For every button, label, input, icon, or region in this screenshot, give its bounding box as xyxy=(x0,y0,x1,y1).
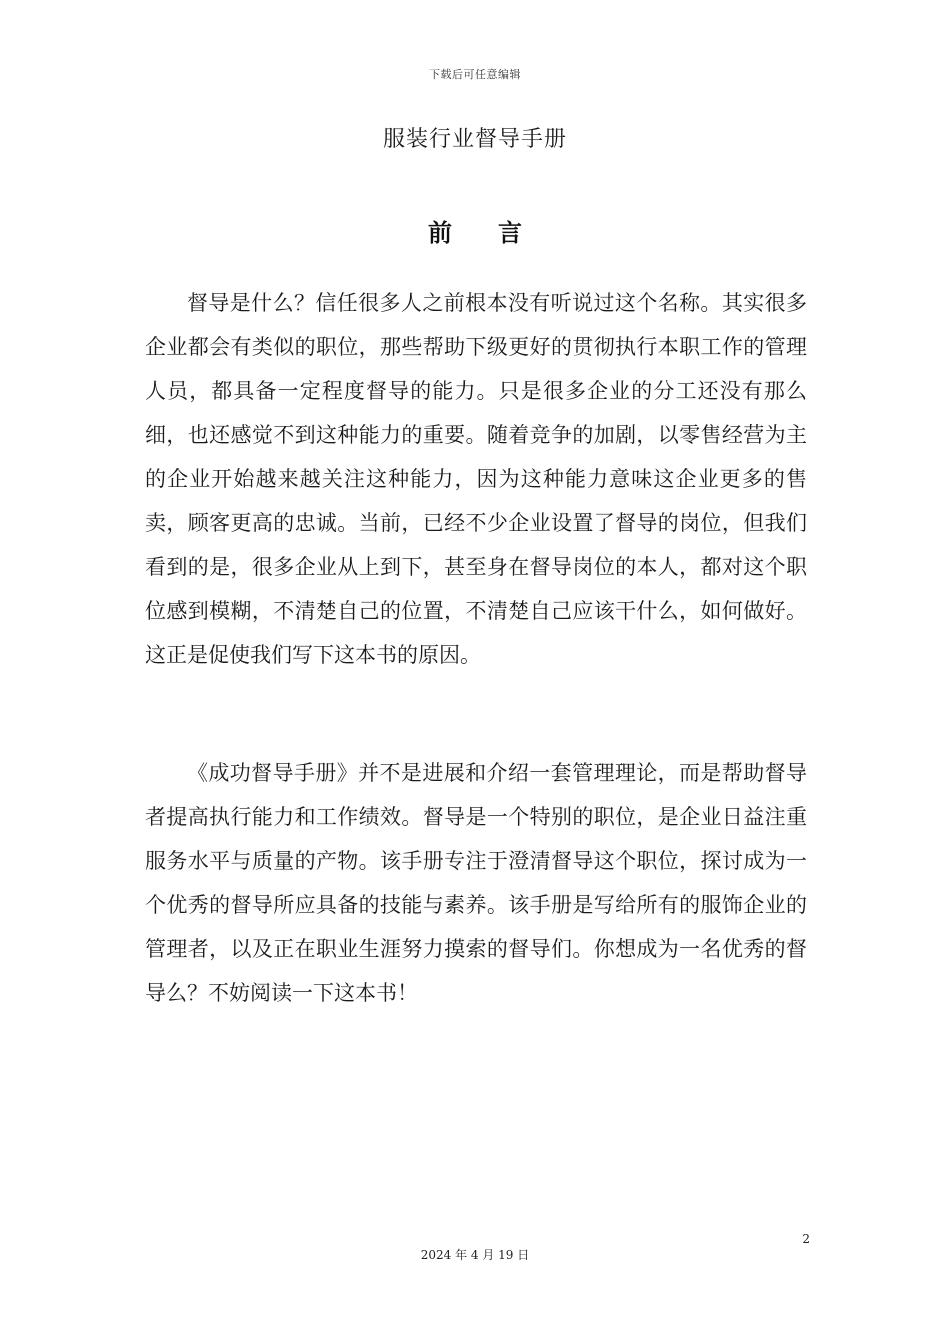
page-number: 2 xyxy=(802,1232,810,1246)
header-note: 下载后可任意编辑 xyxy=(429,68,521,81)
body-paragraph: 《成功督导手册》并不是进展和介绍一套管理理论，而是帮助督导者提高执行能力和工作绩效。督导是一个特别的职位，是企业日益注重服务水平与质量的产物。该手册专注于澄清督导这个职位，探讨成为一个优秀的督导所应具备的技能与素养。该手册是写给所有的服饰企业的管理者，以及正在职业生涯努力摸索的督导们。你想成为一名优秀的督导么？不妨阅读一下这本书！ xyxy=(145,761,807,1005)
document-title: 服装行业督导手册 xyxy=(382,127,567,152)
footer-date: 2024 年 4 月 19 日 xyxy=(420,1248,530,1262)
section-heading: 前言 xyxy=(428,219,568,247)
body-paragraph: 督导是什么？信任很多人之前根本没有听说过这个名称。其实很多企业都会有类似的职位，那些帮助下级更好的贯彻执行本职工作的管理人员，都具备一定程度督导的能力。只是很多企业的分工还没有那么细，也还感觉不到这种能力的重要。随着竞争的加剧，以零售经营为主的企业开始越来越关注这种能力，因为这种能力意味这企业更多的售卖，顾客更高的忠诚。当前，已经不少企业设置了督导的岗位，但我们看到的是，很多企业从上到下，甚至身在督导岗位的本人，都对这个职位感到模糊，不清楚自己的位置，不清楚自己应该干什么，如何做好。这正是促使我们写下这本书的原因。 xyxy=(145,291,807,667)
